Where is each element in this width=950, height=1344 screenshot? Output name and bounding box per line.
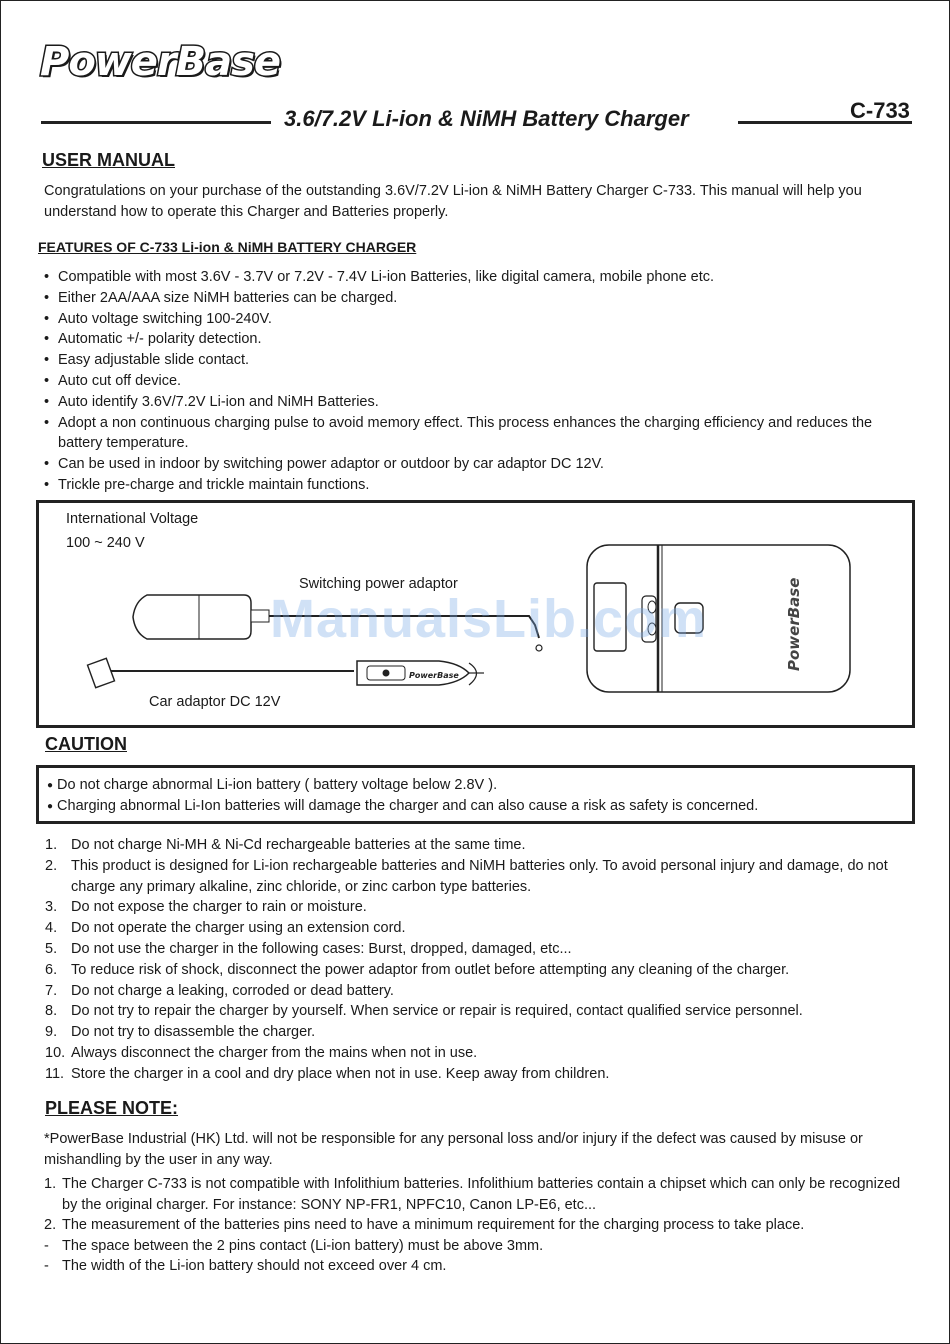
- note-item: [44, 1256, 906, 1277]
- caution-numbered-item: [45, 1043, 905, 1064]
- item-text: The space between the 2 pins contact (Li-ion battery) must be above 3mm.: [62, 1237, 544, 1254]
- please-note-list: [44, 1174, 906, 1277]
- note-item: [44, 1174, 906, 1215]
- charger-brand: PowerBase: [785, 577, 803, 671]
- voltage-range-label: 100 ~ 240 V: [66, 535, 145, 551]
- car-cable: [97, 663, 354, 671]
- features-list: [44, 267, 904, 496]
- item-text: The width of the Li-ion battery should not exceed over 4 cm.: [62, 1258, 447, 1275]
- caution-numbered-item: [45, 1064, 905, 1085]
- item-number: 5.: [45, 940, 58, 957]
- item-number: -: [44, 1258, 49, 1275]
- caution-numbered-list: [45, 835, 905, 1085]
- caution-box: [36, 765, 915, 824]
- item-number: 2.: [44, 1217, 57, 1234]
- note-item: [44, 1236, 906, 1257]
- model-number: C-733: [850, 98, 910, 123]
- item-text: Do not try to disassemble the charger.: [71, 1024, 316, 1041]
- caution-heading: CAUTION: [45, 734, 127, 754]
- please-note-heading: PLEASE NOTE:: [45, 1098, 179, 1118]
- caution-warning-item: ● Do not charge abnormal Li-ion battery ( battery voltage below 2.8V ).: [47, 775, 907, 796]
- note-item: [44, 1215, 906, 1236]
- item-text: To reduce risk of shock, disconnect the power adaptor from outlet before attempting any cleaning of the charger.: [71, 961, 790, 978]
- car-adaptor-label: Car adaptor DC 12V: [149, 694, 281, 710]
- item-number: 11.: [45, 1065, 65, 1082]
- item-number: -: [44, 1237, 49, 1254]
- document-title: 3.6/7.2V Li-ion & NiMH Battery Charger: [284, 106, 689, 131]
- feature-item: • Compatible with most 3.6V - 3.7V or 7.2V - 7.4V Li-ion Batteries, like digital camera, mobile phone etc.: [44, 267, 904, 288]
- caution-numbered-item: [45, 918, 905, 939]
- caution-numbered-item: [45, 897, 905, 918]
- caution-box-list: [47, 775, 907, 817]
- caution-numbered-item: [45, 1001, 905, 1022]
- feature-item: • Auto voltage switching 100-240V.: [44, 309, 904, 330]
- feature-item: • Automatic +/- polarity detection.: [44, 329, 904, 350]
- intro-paragraph: Congratulations on your purchase of the outstanding 3.6V/7.2V Li-ion & NiMH Battery Charger C-733. This manual will help you understand how to operate this Charger and Batteries properly.: [44, 183, 862, 220]
- feature-item: • Adopt a non continuous charging pulse to avoid memory effect. This process enhances the charging efficiency and reduces the battery temperature.: [44, 413, 904, 455]
- item-text: Do not charge Ni-MH & Ni-Cd rechargeable batteries at the same time.: [71, 837, 526, 853]
- item-text: The Charger C-733 is not compatible with Infolithium batteries. Infolithium batteries contain a chipset which can only be recognized by the original charger. For instance: SONY NP-FR1, NPFC10, Canon LP-E6, etc...: [62, 1176, 901, 1213]
- brand-logo: PowerBase: [40, 39, 281, 85]
- caution-numbered-item: [45, 960, 905, 981]
- features-heading: FEATURES OF C-733 Li-ion & NiMH BATTERY CHARGER: [38, 239, 417, 255]
- item-number: 9.: [45, 1024, 58, 1041]
- power-adaptor-body: [133, 595, 251, 639]
- watermark: ManualsLib.com: [270, 589, 708, 649]
- item-text: The measurement of the batteries pins need to have a minimum requirement for the charging process to take place.: [62, 1217, 805, 1234]
- disclaimer-paragraph: *PowerBase Industrial (HK) Ltd. will not be responsible for any personal loss and/or injury if the defect was caused by misuse or mishandling by the user in any way.: [44, 1131, 863, 1168]
- item-number: 8.: [45, 1003, 58, 1020]
- item-text: Do not use the charger in the following cases: Burst, dropped, damaged, etc...: [71, 940, 572, 957]
- car-plug-brand: PowerBase: [409, 671, 459, 680]
- caution-warning-item: ● Charging abnormal Li-Ion batteries will damage the charger and can also cause a risk as safety is concerned.: [47, 796, 907, 817]
- caution-numbered-item: [45, 1022, 905, 1043]
- feature-item: • Either 2AA/AAA size NiMH batteries can be charged.: [44, 288, 904, 309]
- item-number: 6.: [45, 961, 58, 978]
- title-rule-left: [41, 121, 271, 124]
- caution-numbered-item: [45, 856, 905, 898]
- feature-item: • Can be used in indoor by switching power adaptor or outdoor by car adaptor DC 12V.: [44, 454, 904, 475]
- intl-voltage-label: International Voltage: [66, 511, 199, 527]
- item-number: 10.: [45, 1044, 66, 1061]
- item-text: Always disconnect the charger from the mains when not in use.: [71, 1044, 478, 1061]
- user-manual-heading: USER MANUAL: [42, 150, 175, 170]
- caution-numbered-item: [45, 939, 905, 960]
- item-text: This product is designed for Li-ion rechargeable batteries and NiMH batteries only. To avoid personal injury and damage, do not charge any primary alkaline, zinc chloride, or zinc carbon type batteries.: [71, 857, 888, 895]
- item-text: Store the charger in a cool and dry place when not in use. Keep away from children.: [71, 1065, 610, 1082]
- caution-numbered-item: [45, 981, 905, 1002]
- caution-numbered-item: [45, 835, 905, 856]
- item-text: Do not charge a leaking, corroded or dead battery.: [71, 982, 394, 999]
- item-number: 7.: [45, 982, 58, 999]
- item-text: Do not try to repair the charger by yourself. When service or repair is required, contact qualified service personnel.: [71, 1003, 803, 1020]
- item-text: Do not operate the charger using an extension cord.: [71, 920, 406, 937]
- item-number: 3.: [45, 899, 58, 916]
- feature-item: • Trickle pre-charge and trickle maintain functions.: [44, 475, 904, 496]
- item-text: Do not expose the charger to rain or moisture.: [71, 899, 367, 916]
- feature-item: • Easy adjustable slide contact.: [44, 350, 904, 371]
- item-number: 4.: [45, 920, 58, 937]
- item-number: 2.: [45, 857, 58, 874]
- item-number: 1.: [45, 837, 58, 853]
- item-number: 1.: [44, 1176, 57, 1192]
- power-adaptor-label: Switching power adaptor: [299, 576, 458, 592]
- feature-item: • Auto identify 3.6V/7.2V Li-ion and NiMH Batteries.: [44, 392, 904, 413]
- feature-item: • Auto cut off device.: [44, 371, 904, 392]
